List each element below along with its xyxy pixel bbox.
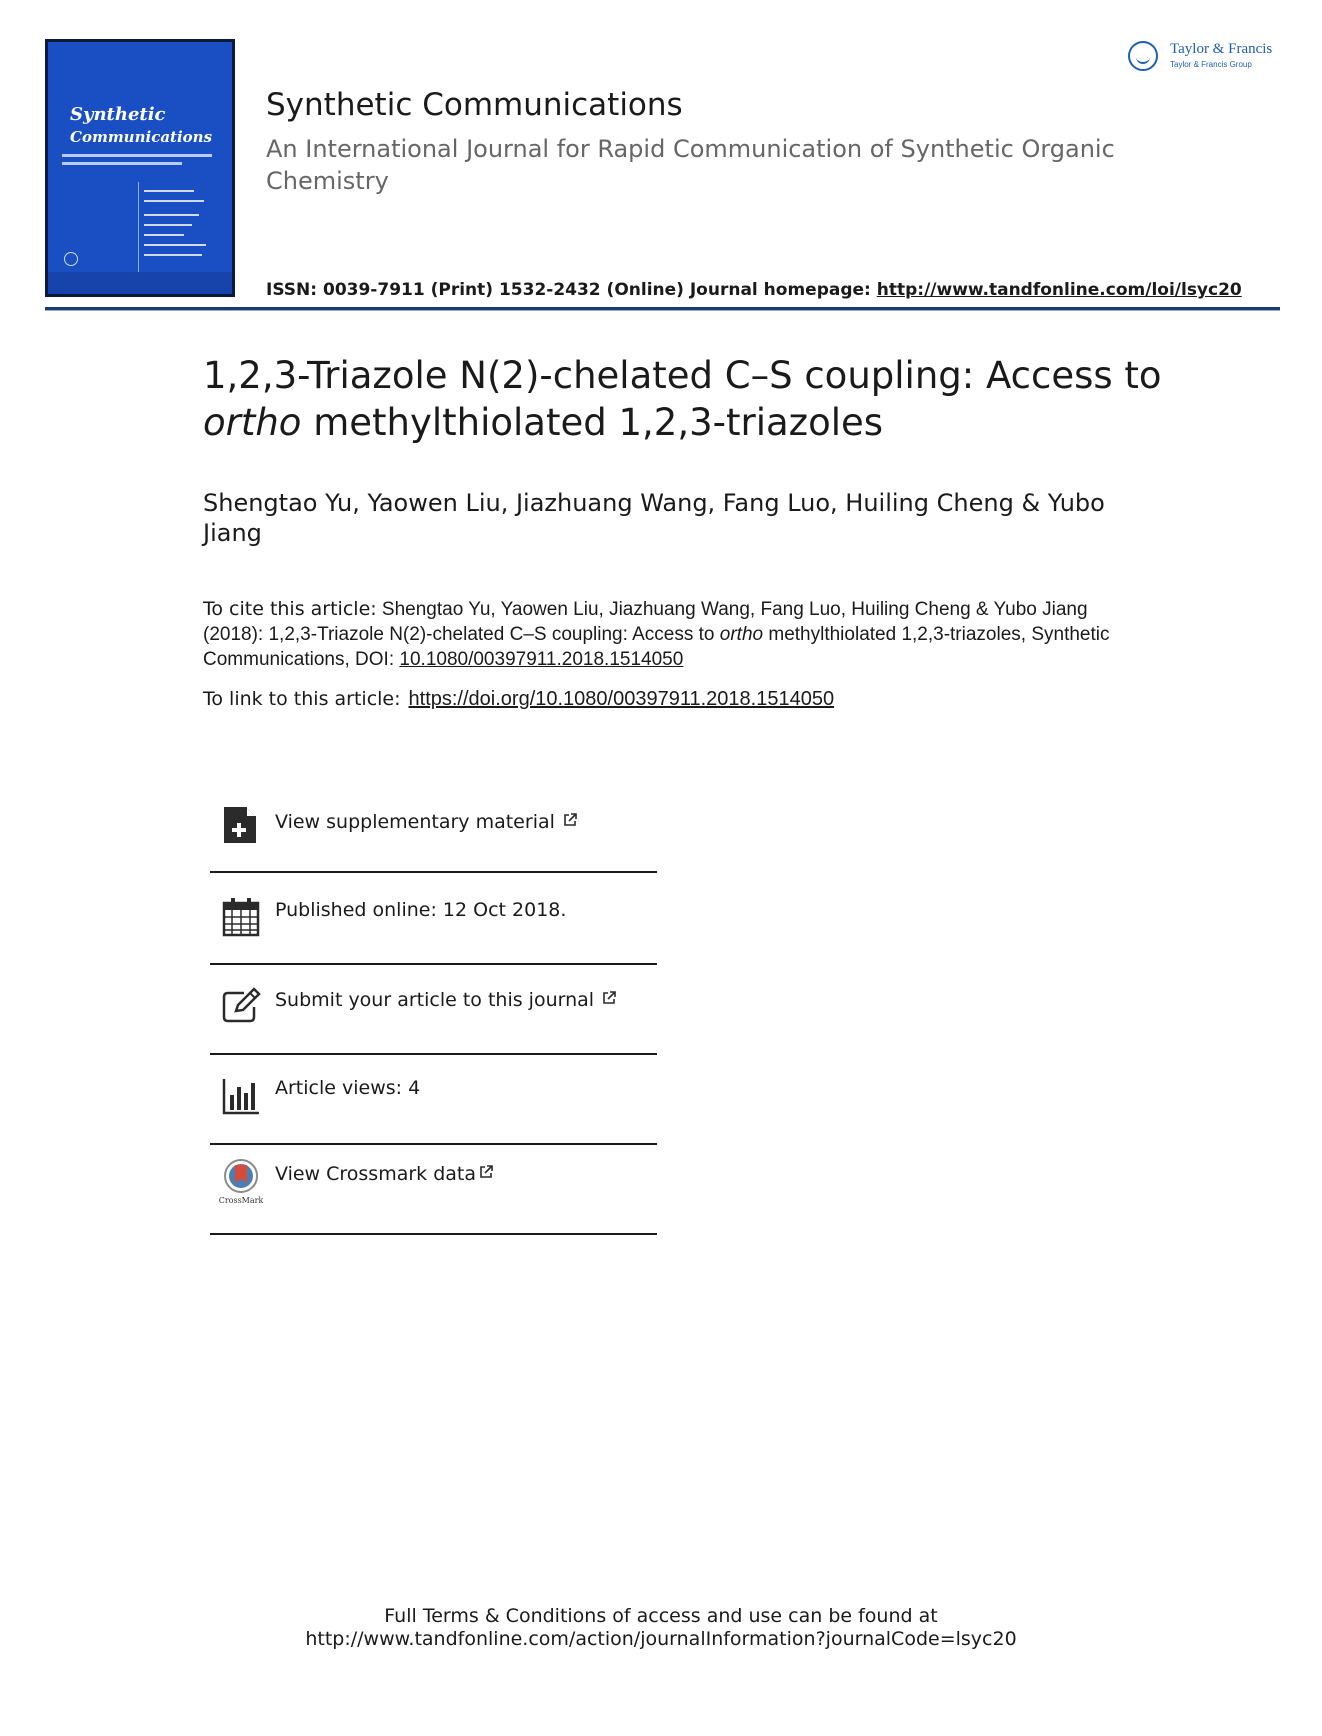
- supplementary-row[interactable]: [210, 781, 657, 873]
- article-title-line2: methylthiolated 1,2,3-triazoles: [301, 401, 884, 444]
- submit-text: Submit your article to this journal: [275, 989, 595, 1011]
- article-authors: Shengtao Yu, Yaowen Liu, Jiazhuang Wang, Fang Luo, Huiling Cheng & Yubo Jiang: [203, 489, 1105, 547]
- cover-footer-band: [48, 272, 232, 294]
- header-divider: [45, 307, 1280, 310]
- published-date: Published online: 12 Oct 2018.: [275, 899, 567, 921]
- journal-homepage-link[interactable]: http://www.tandfonline.com/loi/lsyc20: [876, 280, 1242, 300]
- supplementary-text: View supplementary material: [275, 811, 555, 833]
- crossmark-row[interactable]: [210, 1143, 657, 1235]
- calendar-icon: [222, 897, 260, 937]
- edit-icon: [222, 987, 260, 1027]
- external-link-icon: [479, 1165, 493, 1179]
- submit-row[interactable]: [210, 963, 657, 1055]
- published-row: [210, 873, 657, 965]
- citation-doi-link[interactable]: 10.1080/00397911.2018.1514050: [399, 649, 684, 670]
- crossmark-label: [275, 1163, 493, 1185]
- citation-text: Shengtao Yu, Yaowen Liu, Jiazhuang Wang, Fang Luo, Huiling Cheng & Yubo Jiang (2018): 1,2,3-Triazole N(2)-chelated C–S coupling: Access to: [203, 599, 1088, 645]
- cover-decor: [144, 200, 204, 202]
- cover-decor: [144, 254, 202, 256]
- taylor-francis-logo-icon: [1128, 41, 1158, 71]
- article-title-line1: 1,2,3-Triazole N(2)-chelated C–S coupling: Access to: [203, 354, 1162, 397]
- citation-block: [203, 597, 1143, 672]
- bar-chart-icon: [222, 1077, 260, 1117]
- article-views: Article views: 4: [275, 1077, 421, 1099]
- citation-italic: ortho: [719, 624, 764, 645]
- crossmark-icon: [218, 1159, 264, 1205]
- footer-line1: Full Terms & Conditions of access and use can be found at: [384, 1605, 938, 1627]
- journal-cover-image: [45, 39, 235, 297]
- supplementary-label: [275, 811, 577, 833]
- cover-publisher-logo-icon: [64, 252, 78, 266]
- footer-terms: [0, 1605, 1322, 1651]
- citation-text-2: methylthiolated 1,2,3-triazoles, Synthetic Communications, DOI:: [203, 624, 1110, 670]
- file-plus-icon: [222, 805, 260, 845]
- publisher-logo[interactable]: [1128, 40, 1288, 76]
- crossmark-text: View Crossmark data: [275, 1163, 477, 1185]
- footer-terms-link[interactable]: http://www.tandfonline.com/action/journalInformation?journalCode=lsyc20: [305, 1628, 1017, 1650]
- cover-decor: [144, 234, 184, 236]
- cover-decor: [62, 162, 182, 165]
- article-doi-link[interactable]: https://doi.org/10.1080/00397911.2018.1514050: [408, 688, 835, 710]
- publisher-group: Taylor & Francis Group: [1170, 60, 1252, 69]
- submit-label: [275, 989, 616, 1011]
- article-title: [203, 352, 1163, 446]
- journal-subtitle: An International Journal for Rapid Communication of Synthetic Organic Chemistry: [266, 135, 1115, 195]
- cover-decor: [144, 224, 192, 226]
- issn-text: ISSN: 0039-7911 (Print) 1532-2432 (Online) Journal homepage:: [266, 280, 877, 300]
- external-link-icon: [602, 991, 616, 1005]
- citation-label: To cite this article:: [203, 598, 377, 620]
- cover-decor: [62, 154, 212, 157]
- article-title-italic: ortho: [203, 401, 302, 444]
- cover-title: [70, 104, 230, 148]
- cover-decor: [144, 214, 199, 216]
- cover-title-line2: Communications: [70, 128, 213, 146]
- cover-decor: [144, 190, 194, 192]
- issn-line: [266, 280, 1242, 300]
- journal-title: Synthetic Communications: [266, 87, 683, 123]
- publisher-name: Taylor & Francis: [1170, 41, 1273, 57]
- article-link-block: [203, 688, 834, 711]
- crossmark-logo-text: CrossMark: [218, 1196, 264, 1205]
- link-label: To link to this article:: [203, 688, 401, 710]
- external-link-icon: [563, 813, 577, 827]
- cover-decor: [144, 244, 206, 246]
- views-row: [210, 1053, 657, 1145]
- cover-title-line1: Synthetic: [70, 104, 166, 125]
- cover-decor: [138, 182, 139, 282]
